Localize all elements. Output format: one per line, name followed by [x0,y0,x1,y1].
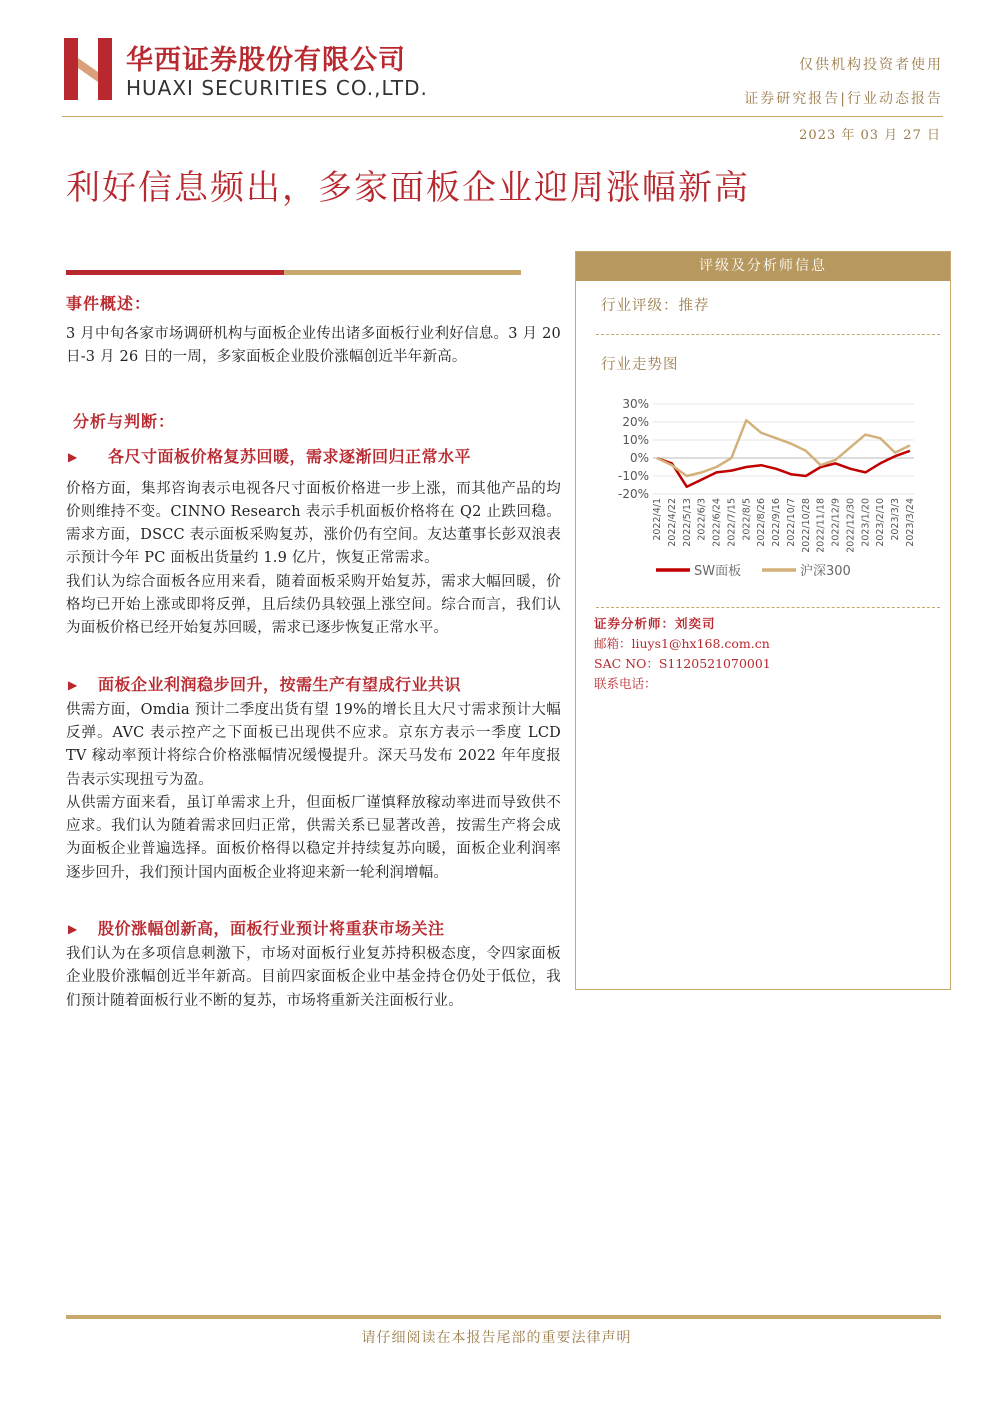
legend-label: 沪深300 [800,564,851,579]
section-1-heading [66,444,561,470]
section-2-para-2: 从供需方面来看，虽订单需求上升，但面板厂谨慎释放稼动率进而导致供不应求。我们认为随着需求回归正常，供需关系已显著改善，按需生产将会成为面板企业普遍选择。面板价格得以稳定并持续复苏向暖，面板企业利润率逐步回升，我们预计国内面板企业将迎来新一轮利润增幅。 [66,794,561,881]
analysis-heading: 分析与判断： [73,411,176,431]
report-date: 2023 年 03 月 27 日 [799,128,941,143]
main-content [66,290,561,1013]
y-tick-label: -20% [617,487,649,501]
arrow-icon: ▶ [68,449,78,464]
analyst-info [594,614,771,694]
x-tick-label: 2022/6/24 [711,498,723,547]
industry-trend-chart [596,384,921,584]
report-type: 证券研究报告|行业动态报告 [744,91,943,107]
x-tick-label: 2022/7/15 [726,498,738,547]
section-2-heading [66,672,561,698]
sidebar-header: 评级及分析师信息 [576,252,950,281]
x-tick-label: 2022/8/26 [756,498,768,547]
x-tick-label: 2022/6/3 [696,498,708,541]
sidebar-divider [596,334,940,335]
x-tick-label: 2022/4/22 [666,498,678,547]
y-tick-label: -10% [617,469,649,483]
sidebar-divider [596,607,940,608]
x-tick-label: 2022/5/13 [681,498,693,547]
section-3-para-1: 我们认为在多项信息刺激下，市场对面板行业复苏持积极态度，令四家面板企业股价涨幅创近半年新高。目前四家面板企业中基金持仓仍处于低位，我们预计随着面板行业不断的复苏，市场将重新关注面板行业。 [66,946,561,1009]
x-tick-label: 2022/9/16 [771,498,783,547]
x-tick-label: 2022/11/18 [815,498,827,553]
audience-note: 仅供机构投资者使用 [799,57,943,73]
legend-label: SW面板 [694,564,742,579]
arrow-icon: ▶ [68,922,78,937]
y-tick-label: 30% [622,397,649,411]
section-3-heading [66,916,561,942]
event-heading: 事件概述： [66,294,152,313]
section-2-para-1: 供需方面，Omdia 预计二季度出货有望 19%的增长且大尺寸需求预计大幅反弹。AVC 表示控产之下面板已出现供不应求。京东方表示一季度 LCD TV 稼动率预计将综合价格涨幅情况缓慢提升。深天马发布 2022 年年度报告表示实现扭亏为盈。 [66,701,561,788]
analysis-section-3 [66,916,561,1013]
y-tick-label: 0% [629,451,649,465]
trend-chart-label: 行业走势图 [601,357,679,373]
x-tick-label: 2022/12/30 [845,498,857,553]
arrow-icon: ▶ [68,677,78,692]
x-tick-label: 2022/10/28 [800,498,812,553]
x-tick-label: 2023/3/3 [890,498,902,541]
company-name-en: HUAXI SECURITIES CO.,LTD. [126,76,428,100]
x-tick-label: 2022/4/1 [652,498,663,541]
x-tick-label: 2022/8/5 [741,498,753,541]
section-1-para-1: 价格方面，集邦咨询表示电视各尺寸面板价格进一步上涨，而其他产品的均价则维持不变。CINNO Research 表示手机面板价格将在 Q2 止跌回稳。需求方面，DSCC 表示面板采购复苏，涨价仍有空间。友达董事长彭双浪表示预计今年 PC 面板出货量约 1.9 亿片，恢复正常需求。 [66,480,561,567]
event-text: 3 月中旬各家市场调研机构与面板企业传出诸多面板行业利好信息。3 月 20 日-3 月 26 日的一周，多家面板企业股价涨幅创近半年新高。 [66,326,561,366]
footer-disclaimer: 请仔细阅读在本报告尾部的重要法律声明 [361,1330,632,1346]
analysis-section-1 [66,444,561,641]
x-tick-label: 2023/2/10 [875,498,887,547]
huaxi-logo-icon [62,38,114,100]
section-1-heading-text: 各尺寸面板价格复苏回暖，需求逐渐回归正常水平 [108,446,472,466]
x-tick-label: 2023/3/24 [905,498,916,547]
title-decoration-bar [66,270,521,275]
section-2-heading-text: 面板企业利润稳步回升，按需生产有望成行业共识 [98,674,462,694]
analyst-sac: SAC NO：S1120521070001 [594,656,771,671]
series-line-1 [657,451,910,487]
analyst-email[interactable]: 邮箱：liuys1@hx168.com.cn [594,636,770,651]
company-name-cn: 华西证券股份有限公司 [126,45,406,76]
industry-rating: 行业评级：推荐 [601,298,710,314]
analyst-phone: 联系电话： [594,676,657,691]
company-logo [62,38,462,108]
section-3-heading-text: 股价涨幅创新高，面板行业预计将重获市场关注 [98,919,445,939]
header-divider [62,116,943,117]
section-1-para-2: 我们认为综合面板各应用来看，随着面板采购开始复苏，需求大幅回暖，价格均已开始上涨或即将反弹，且后续仍具较强上涨空间。综合而言，我们认为面板价格已经开始复苏回暖，需求已逐步恢复正常水平。 [66,573,561,637]
y-tick-label: 20% [622,415,649,429]
footer-divider [66,1315,941,1319]
x-tick-label: 2022/12/9 [830,498,842,547]
y-tick-label: 10% [622,433,649,447]
analyst-name: 证券分析师：刘奕司 [594,616,716,631]
x-tick-label: 2022/10/7 [785,498,797,547]
report-title: 利好信息频出，多家面板企业迎周涨幅新高 [66,168,750,208]
x-tick-label: 2023/1/20 [860,498,872,547]
rating-sidebar [575,251,951,990]
analysis-section-2 [66,672,561,885]
